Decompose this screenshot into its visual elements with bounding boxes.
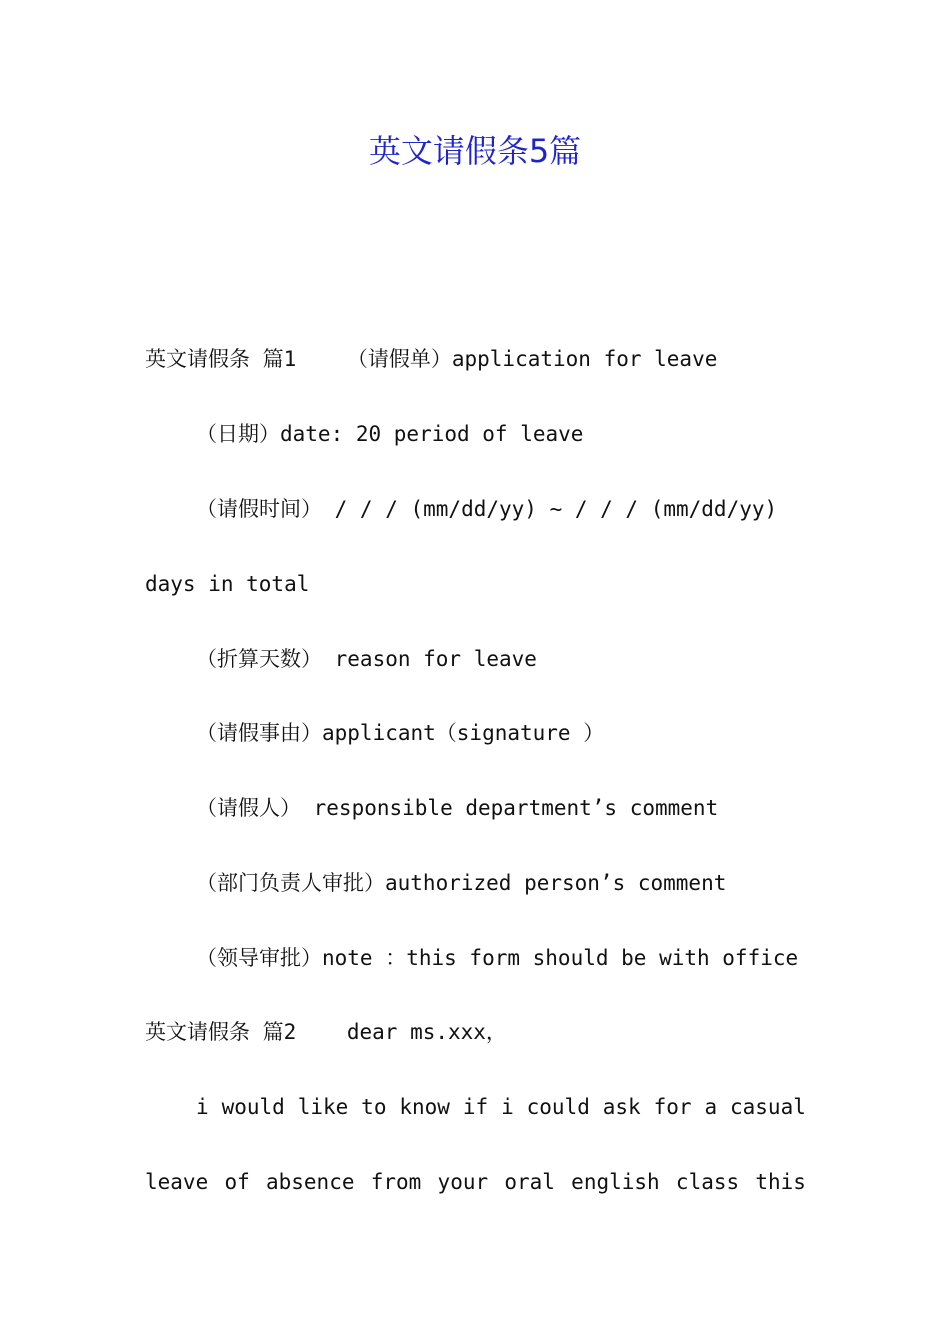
word: class bbox=[675, 1170, 740, 1194]
text-line: 英文请假条 篇2 dear ms.xxx， bbox=[145, 1020, 507, 1044]
text-line: （日期）date: 20 period of leave bbox=[196, 422, 584, 446]
text-line: （折算天数） reason for leave bbox=[196, 647, 537, 671]
word: i bbox=[501, 1095, 514, 1119]
word: would bbox=[221, 1095, 285, 1119]
text-line: 英文请假条 篇1 （请假单）application for leave bbox=[145, 347, 718, 371]
word: like bbox=[297, 1095, 349, 1119]
word: ask bbox=[602, 1095, 641, 1119]
text-line: （请假事由）applicant（signature ） bbox=[196, 721, 605, 745]
word: english bbox=[571, 1170, 660, 1194]
word: casual bbox=[730, 1095, 806, 1119]
word: if bbox=[462, 1095, 489, 1119]
justified-line bbox=[145, 1167, 806, 1197]
text-line: days in total bbox=[145, 572, 310, 596]
word: know bbox=[399, 1095, 450, 1119]
word: for bbox=[653, 1095, 692, 1119]
word: to bbox=[361, 1095, 387, 1119]
text-line: （请假人） responsible department’s comment bbox=[196, 796, 719, 820]
word: of bbox=[224, 1170, 250, 1194]
document-title: 英文请假条5篇 bbox=[368, 132, 582, 170]
word: i bbox=[196, 1095, 209, 1119]
word: this bbox=[755, 1170, 806, 1194]
word: from bbox=[370, 1170, 422, 1194]
word: oral bbox=[504, 1170, 555, 1194]
text-line: （领导审批）note ：this form should be with office bbox=[196, 946, 799, 970]
text-line: （部门负责人审批）authorized person’s comment bbox=[196, 871, 727, 895]
word: leave bbox=[145, 1170, 209, 1194]
justified-line bbox=[196, 1092, 806, 1122]
text-line: （请假时间） / / / (mm/dd/yy) ~ / / / (mm/dd/yy) bbox=[196, 497, 778, 521]
word: your bbox=[437, 1170, 489, 1194]
word: absence bbox=[265, 1170, 355, 1194]
word: a bbox=[704, 1095, 718, 1119]
word: could bbox=[526, 1095, 590, 1119]
